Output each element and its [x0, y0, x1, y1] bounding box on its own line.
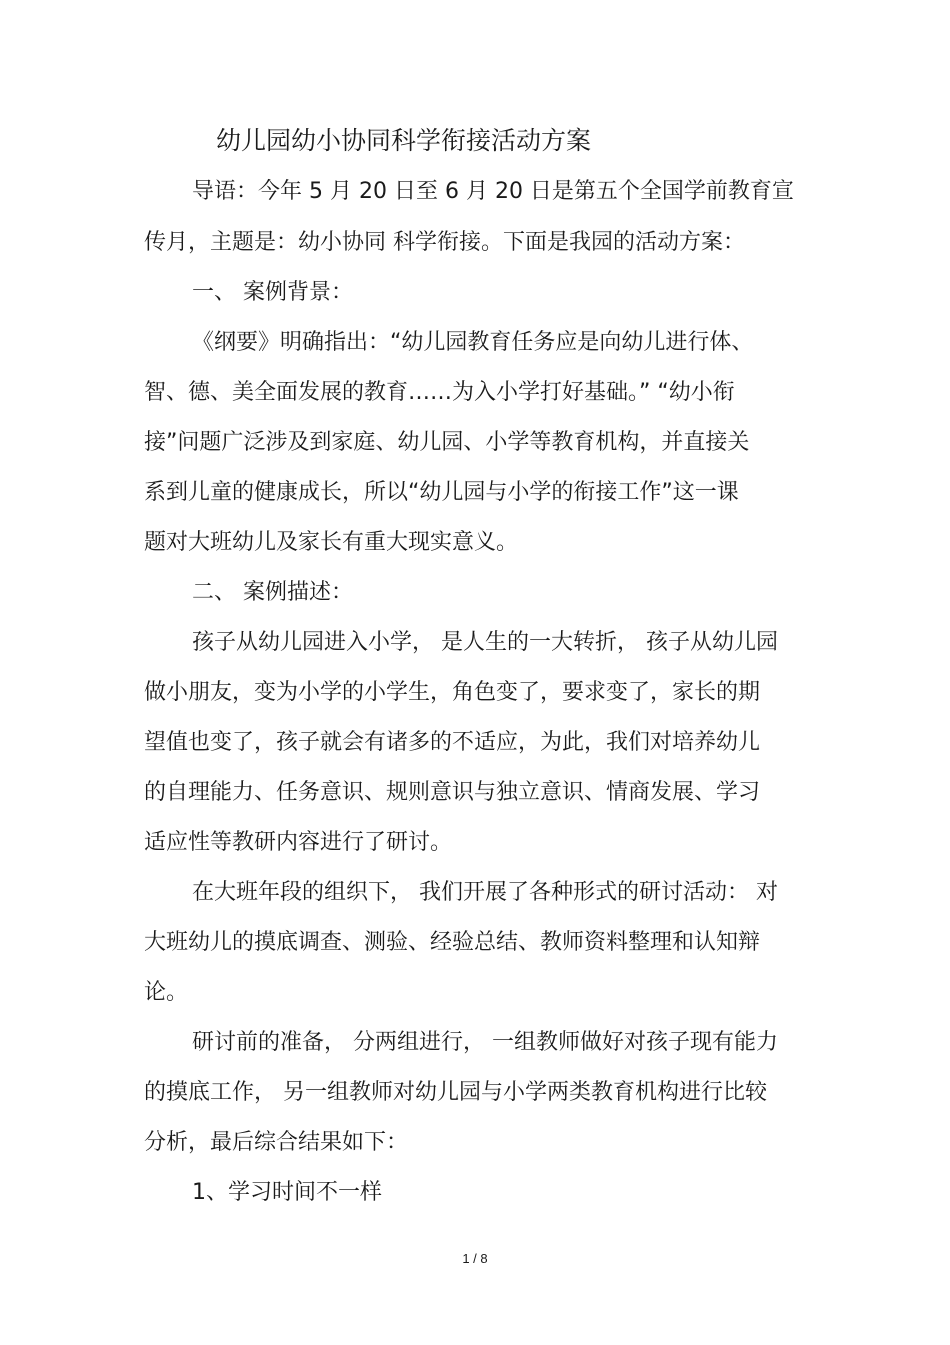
section2-line-4: 的自理能力、任务意识、规则意识与独立意识、情商发展、学习	[144, 780, 761, 805]
section1-line-2: 智、德、美全面发展的教育……为入小学打好基础。” “幼小衔	[144, 380, 735, 405]
section2-line-2: 做小朋友，变为小学的小学生，角色变了，要求变了，家长的期	[144, 680, 761, 705]
section1-line-1: 《纲要》明确指出：“幼儿园教育任务应是向幼儿进行体、	[192, 330, 754, 355]
page-number: 1 / 8	[462, 1251, 488, 1266]
section1-line-3: 接”问题广泛涉及到家庭、幼儿园、小学等教育机构，并直接关	[144, 430, 750, 455]
section2-line-5: 适应性等教研内容进行了研讨。	[144, 830, 453, 855]
section1-line-5: 题对大班幼儿及家长有重大现实意义。	[144, 530, 519, 555]
para3-line-3: 分析，最后综合结果如下：	[144, 1130, 409, 1155]
para2-line-3: 论。	[144, 980, 189, 1005]
intro-line-2: 传月，主题是：幼小协同 科学衔接。下面是我园的活动方案：	[144, 230, 745, 255]
para3-line-1: 研讨前的准备， 分两组进行， 一组教师做好对孩子现有能力	[192, 1030, 778, 1055]
section2-line-1: 孩子从幼儿园进入小学， 是人生的一大转折， 孩子从幼儿园	[192, 630, 778, 655]
section2-heading: 二、 案例描述：	[192, 580, 353, 605]
para3-line-2: 的摸底工作， 另一组教师对幼儿园与小学两类教育机构进行比较	[144, 1080, 767, 1105]
document-title: 幼儿园幼小协同科学衔接活动方案	[216, 126, 592, 155]
section2-line-3: 望值也变了，孩子就会有诸多的不适应，为此，我们对培养幼儿	[144, 730, 761, 755]
section1-line-4: 系到儿童的健康成长，所以“幼儿园与小学的衔接工作”这一课	[144, 480, 739, 505]
para2-line-2: 大班幼儿的摸底调查、测验、经验总结、教师资料整理和认知辩	[144, 930, 761, 955]
intro-line-1: 导语：今年 5 月 20 日至 6 月 20 日是第五个全国学前教育宣	[192, 179, 794, 204]
list-item-1: 1、学习时间不一样	[192, 1180, 382, 1205]
section1-heading: 一、 案例背景：	[192, 280, 353, 305]
para2-line-1: 在大班年段的组织下， 我们开展了各种形式的研讨活动： 对	[192, 880, 778, 905]
